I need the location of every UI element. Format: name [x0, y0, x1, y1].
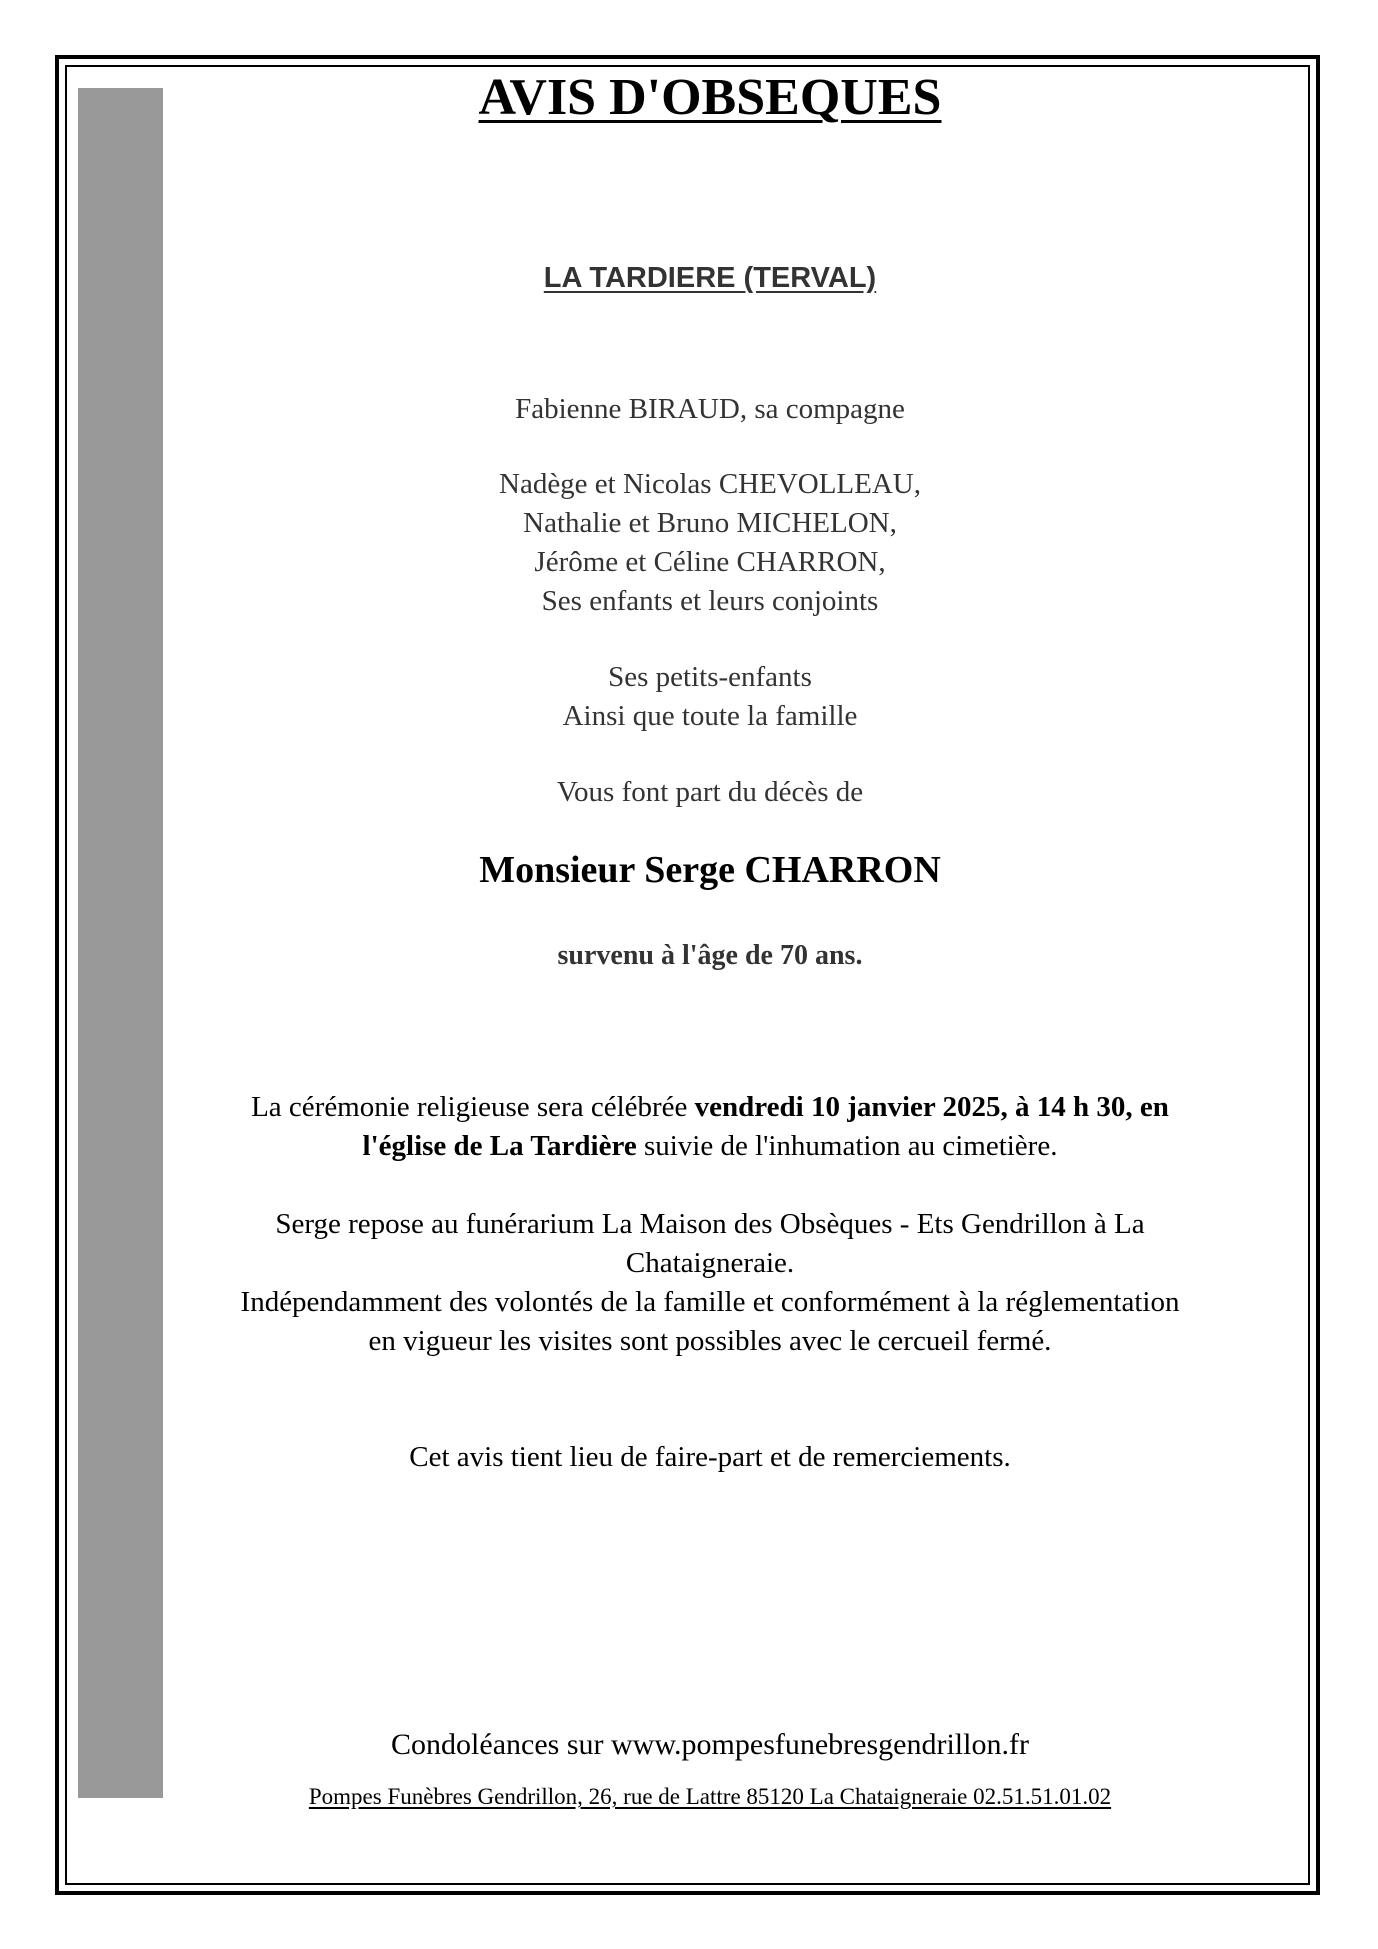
children-line-4: Ses enfants et leurs conjoints: [541, 585, 879, 617]
notice-line: Cet avis tient lieu de faire-part et de remerciements.: [409, 1441, 1011, 1473]
notice-content: [165, 0, 1255, 1949]
ceremony-burial: suivie de l'inhumation au cimetière.: [636, 1130, 1058, 1162]
funerarium-line-3: Indépendamment des volontés de la famille et conformément à la réglementation: [240, 1286, 1180, 1318]
children-line-1: Nadège et Nicolas CHEVOLLEAU,: [499, 468, 921, 500]
page-title: AVIS D'OBSEQUES: [478, 69, 942, 126]
announce-line: Vous font part du décès de: [556, 776, 864, 808]
side-bar: [78, 88, 163, 1798]
partner-line: Fabienne BIRAUD, sa compagne: [515, 393, 905, 425]
grandchildren-line: Ses petits-enfants: [608, 661, 812, 693]
children-line-2: Nathalie et Bruno MICHELON,: [523, 507, 897, 539]
others-line: Ainsi que toute la famille: [562, 700, 858, 732]
funerarium-line-4: en vigueur les visites sont possibles avec le cercueil fermé.: [368, 1325, 1052, 1357]
place-heading: LA TARDIERE (TERVAL): [543, 262, 877, 294]
condolences-line: Condoléances sur www.pompesfunebresgendrillon.fr: [391, 1728, 1029, 1761]
ceremony-date: vendredi 10 janvier 2025, à 14 h 30, en: [694, 1091, 1169, 1123]
deceased-name: Monsieur Serge CHARRON: [479, 849, 941, 891]
footer-address: Pompes Funèbres Gendrillon, 26, rue de Lattre 85120 La Chataigneraie 02.51.51.01.02: [308, 1784, 1112, 1809]
ceremony-intro: La cérémonie religieuse sera célébrée: [251, 1091, 695, 1123]
ceremony-location: l'église de La Tardière: [362, 1130, 637, 1162]
deceased-age: survenu à l'âge de 70 ans.: [557, 940, 863, 971]
funerarium-line-1: Serge repose au funérarium La Maison des Obsèques - Ets Gendrillon à La: [275, 1208, 1145, 1240]
ceremony-line-1: [165, 1088, 1255, 1127]
funerarium-line-2: Chataigneraie.: [625, 1247, 795, 1279]
children-line-3: Jérôme et Céline CHARRON,: [534, 546, 886, 578]
ceremony-line-2: [165, 1127, 1255, 1166]
